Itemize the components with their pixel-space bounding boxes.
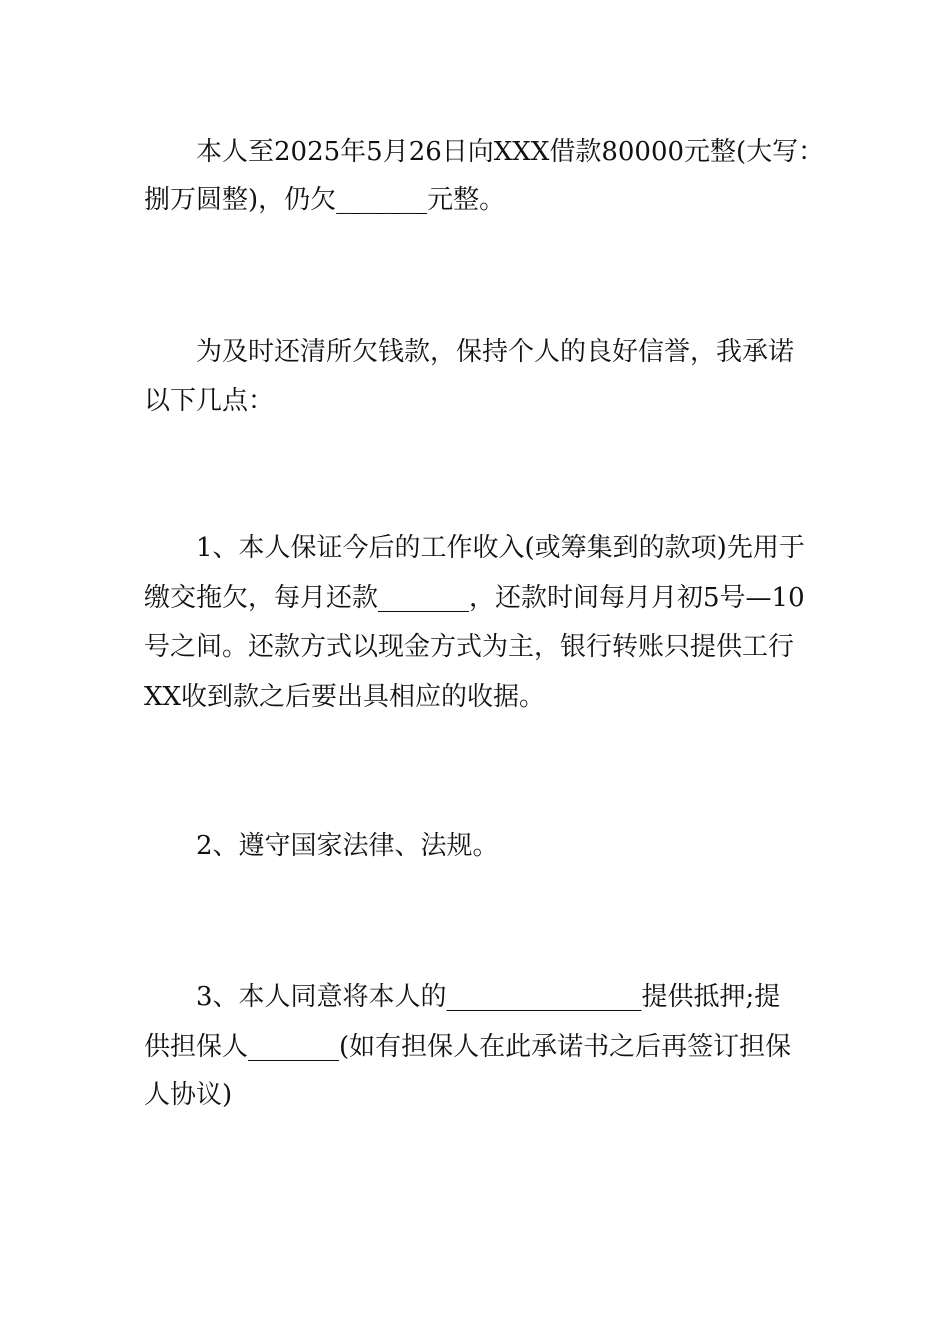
paragraph-line: 2、遵守国家法律、法规。 xyxy=(196,831,499,861)
paragraph-line: 为及时还清所欠钱款，保持个人的良好信誉，我承诺 xyxy=(196,337,795,367)
paragraph-line: XX收到款之后要出具相应的收据。 xyxy=(144,682,546,712)
paragraph-line: 号之间。还款方式以现金方式为主，银行转账只提供工行 xyxy=(144,632,795,662)
paragraph-line: 1、本人保证今后的工作收入(或筹集到的款项)先用于 xyxy=(196,533,805,563)
paragraph-line: 本人至2025年5月26日向XXX借款80000元整(大写： xyxy=(196,137,825,167)
paragraph-line: 缴交拖欠，每月还款_______，还款时间每月月初5号—10 xyxy=(144,583,805,613)
paragraph-line: 捌万圆整)，仍欠_______元整。 xyxy=(144,185,506,215)
paragraph-line: 人协议) xyxy=(144,1080,233,1110)
paragraph-line: 以下几点： xyxy=(144,386,275,416)
paragraph-line: 3、本人同意将本人的_______________提供抵押;提 xyxy=(196,982,781,1012)
paragraph-line: 供担保人_______(如有担保人在此承诺书之后再签订担保 xyxy=(144,1032,792,1062)
